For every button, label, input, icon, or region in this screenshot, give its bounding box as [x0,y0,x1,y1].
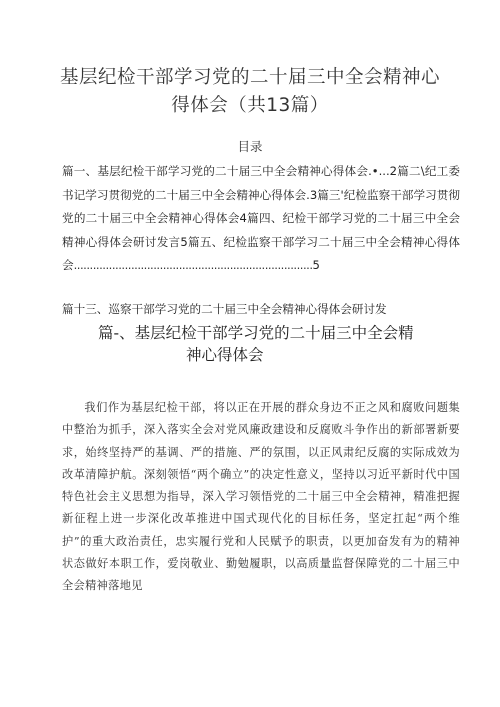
article-title-line-1: 篇-、基层纪检干部学习党的二十届三中全会精 [98,324,414,342]
toc-heading: 目录 [237,139,263,154]
toc-entry-13: 篇十三、巡察干部学习党的二十届三中全会精神心得体会研讨发 [62,302,387,316]
article-body-paragraph: 我们作为基层纪检干部，将以正在开展的群众身边不正之风和腐败问题集中整治为抓手，深入落实全会对党风廉政建设和反腐败斗争作出的新部署新要求，始终坚持严的基调、严的措施、严的氛围，以正风肃纪反腐的实际成效为改革清障护航。深刻领悟“两个确立”的决定性意义，坚持以习近平新时代中国特色社会主义思想为指导，深入学习领悟党的二十届三中全会精神，精准把握新征程上进一步深化改革推进中国式现代化的目标任务，坚定扛起“两个维护”的重大政治责任，忠实履行党和人民赋予的职责，以更加奋发有为的精神状态做好本职工作，爱岗敬业、勤勉履职，以高质量监督保障党的二十届三中全会精神落地见 [62,401,460,593]
toc-leader-dots: ........................................................................... [73,258,313,272]
document-title-line-1: 基层纪检干部学习党的二十届三中全会精神心 [59,67,440,88]
article-title [98,322,458,366]
table-of-contents [62,160,460,278]
document-title [40,64,460,120]
article-title-line-2: 神心得体会 [186,346,264,364]
document-title-line-2: 得体会（共13篇） [171,95,329,116]
toc-entries: 篇一、基层纪检干部学习党的二十届三中全会精神心得体会.•...2篇二\纪工委书记学习贯彻党的二十届三中全会精神心得体会.3篇三'纪检监察干部学习贯彻党的二十届三中全会精神心得体会4篇四、纪检干部学习党的二十届三中全会精神心得体会研讨发言5篇五、纪检监察干部学习二十届三中全会精神心得体会 [62,164,460,272]
toc-page-number: 5 [312,258,320,272]
